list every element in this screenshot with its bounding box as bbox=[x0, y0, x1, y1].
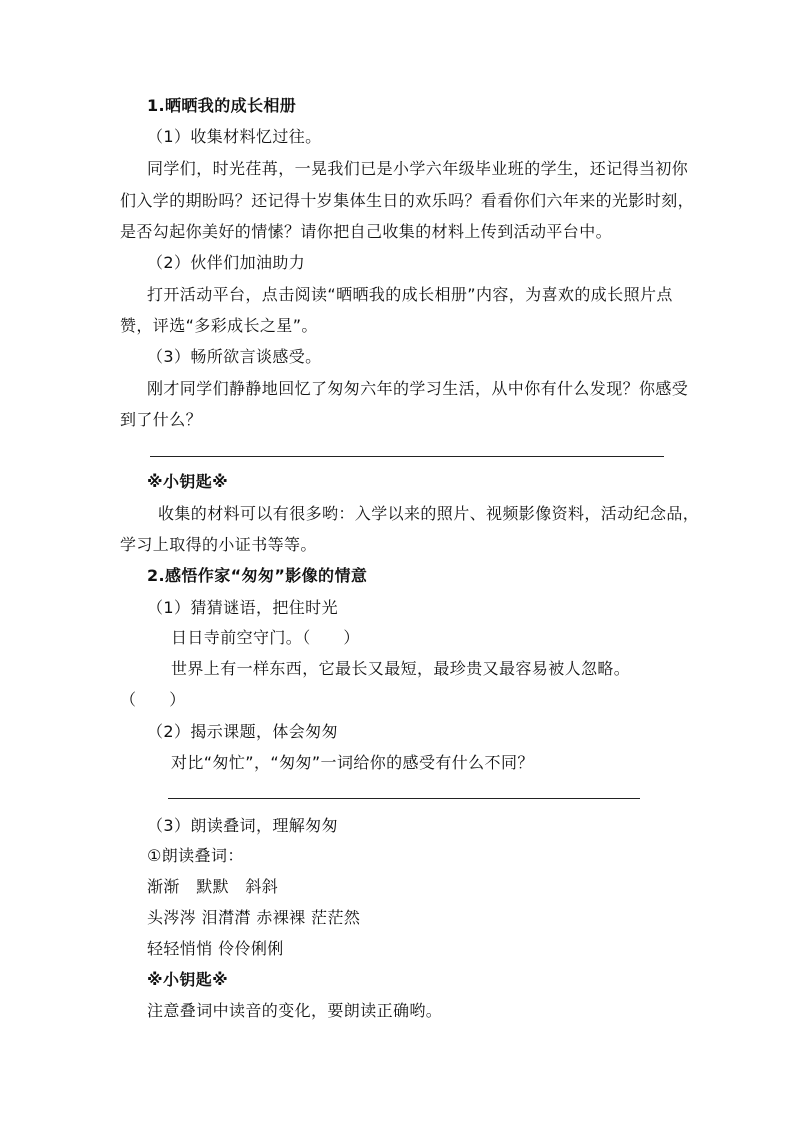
section1-sub3: （3）畅所欲言谈感受。 bbox=[147, 347, 322, 366]
section1-key-title: ※小钥匙※ bbox=[147, 472, 229, 491]
section1-key-line1: 收集的材料可以有很多哟：入学以来的照片、视频影像资料，活动纪念品， bbox=[158, 504, 700, 523]
riddle-1: 日日寺前空守门。（ ） bbox=[171, 628, 360, 647]
section1-sub1: （1）收集材料忆过往。 bbox=[147, 127, 322, 146]
words-line-3: 轻轻悄悄 伶伶俐俐 bbox=[147, 939, 284, 958]
section2-heading: 2.感悟作家“匆匆”影像的情意 bbox=[147, 566, 368, 585]
riddle-2: 世界上有一样东西，它最长又最短，最珍贵又最容易被人忽略。 bbox=[171, 659, 631, 678]
words-line-1: 渐渐 默默 斜斜 bbox=[147, 877, 279, 896]
section1-para3-line2: 到了什么？ bbox=[120, 410, 203, 429]
compare-question: 对比“匆忙”，“匆匆”一词给你的感受有什么不同？ bbox=[171, 753, 534, 772]
section1-para1-line3: 是否勾起你美好的情愫？请你把自己收集的材料上传到活动平台中。 bbox=[120, 222, 613, 241]
riddle-2-answer: （ ） bbox=[120, 690, 186, 709]
section1-heading: 1.晒晒我的成长相册 bbox=[147, 96, 297, 115]
words-line-2: 头涔涔 泪潸潸 赤裸裸 茫茫然 bbox=[147, 908, 361, 927]
answer-line bbox=[150, 456, 664, 457]
section2-sub3: （3）朗读叠词，理解匆匆 bbox=[147, 816, 338, 835]
section2-key-line1: 注意叠词中读音的变化，要朗读正确哟。 bbox=[147, 1001, 443, 1020]
read-label: ①朗读叠词： bbox=[147, 846, 244, 865]
section1-key-line2: 学习上取得的小证书等等。 bbox=[120, 535, 317, 554]
section1-para3-line1: 刚才同学们静静地回忆了匆匆六年的学习生活，从中你有什么发现？你感受 bbox=[147, 379, 689, 398]
section1-para2-line2: 赞，评选“多彩成长之星”。 bbox=[120, 316, 318, 335]
section2-sub1: （1）猜猜谜语，把住时光 bbox=[147, 598, 338, 617]
section1-para1-line1: 同学们，时光荏苒，一晃我们已是小学六年级毕业班的学生，还记得当初你 bbox=[147, 159, 689, 178]
section1-para2-line1: 打开活动平台，点击阅读“晒晒我的成长相册”内容，为喜欢的成长照片点 bbox=[147, 285, 673, 304]
section2-key-title: ※小钥匙※ bbox=[147, 970, 229, 989]
section1-sub2: （2）伙伴们加油助力 bbox=[147, 253, 306, 272]
answer-line bbox=[168, 798, 640, 799]
section2-sub2: （2）揭示课题，体会匆匆 bbox=[147, 722, 338, 741]
section1-para1-line2: 们入学的期盼吗？还记得十岁集体生日的欢乐吗？看看你们六年来的光影时刻， bbox=[120, 191, 695, 210]
